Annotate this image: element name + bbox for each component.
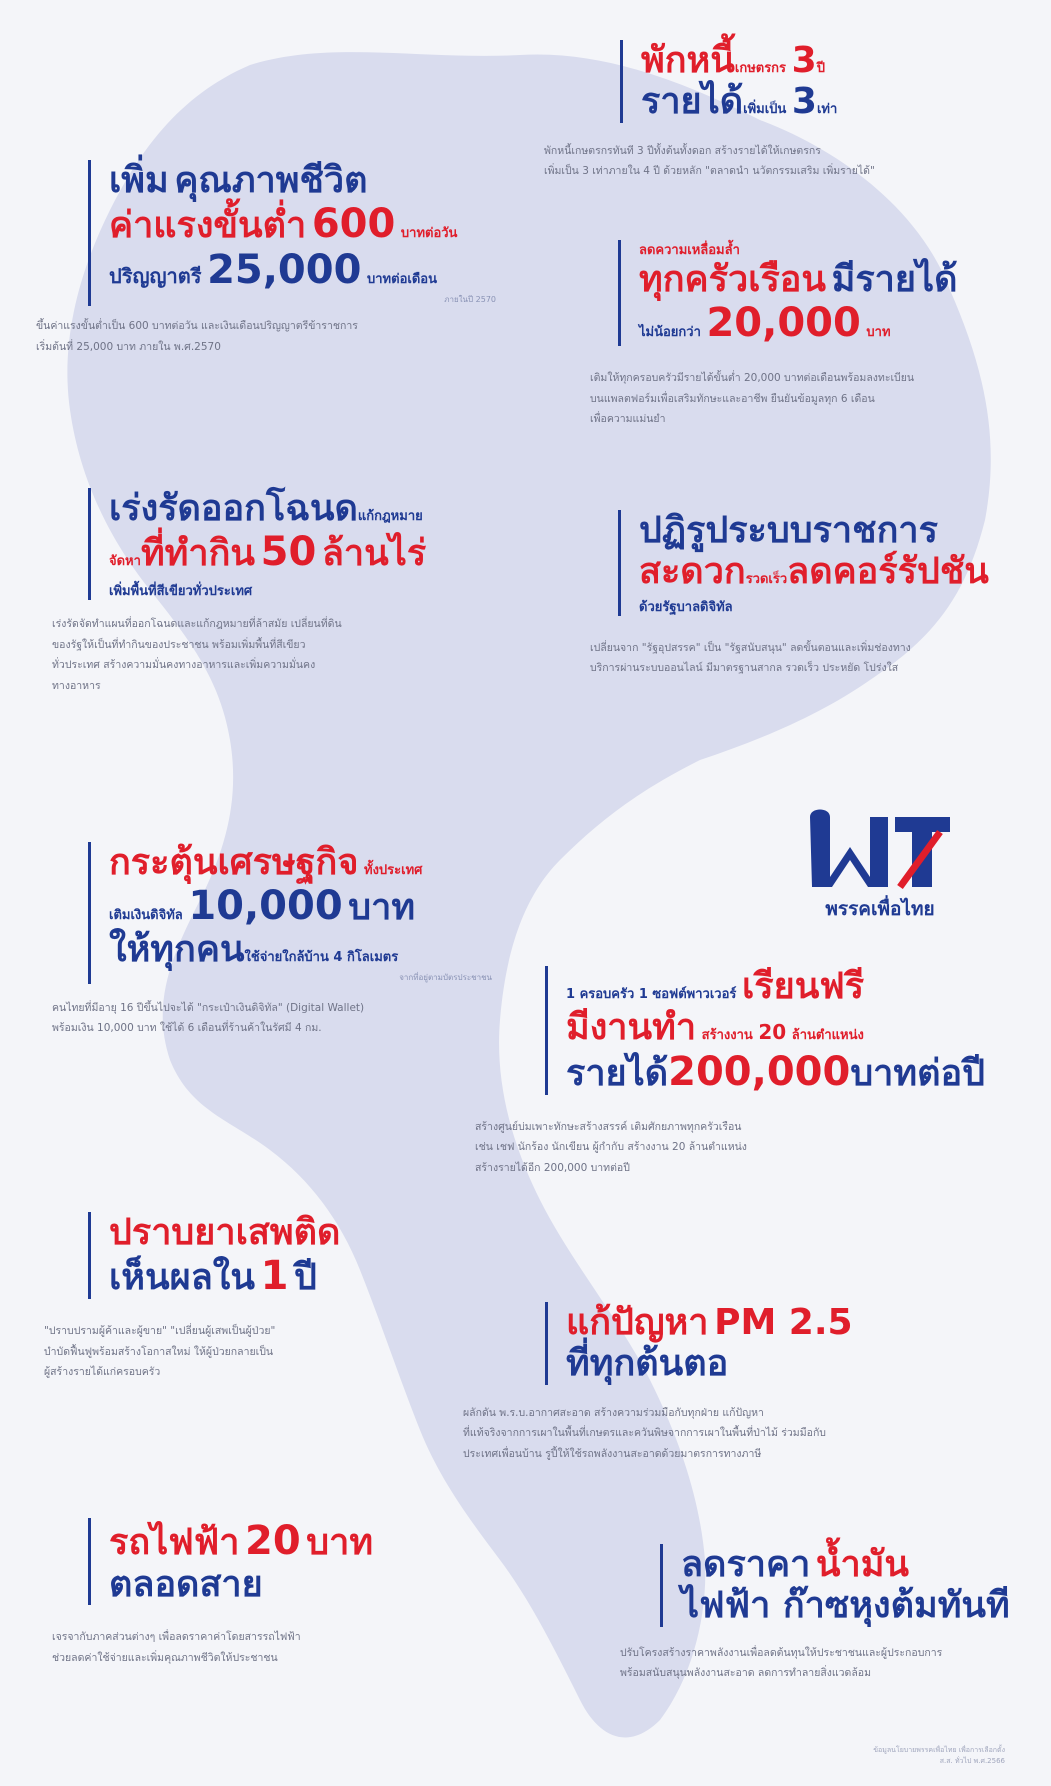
- digital-topup-label: เติมเงินดิจิทัล: [109, 908, 183, 924]
- quality-title-a: เพิ่ม: [109, 160, 169, 201]
- degree-salary-note: ภายในปี 2570: [444, 295, 496, 305]
- quality-heading: [88, 160, 496, 306]
- policy-skytrain-fare: [52, 1518, 452, 1668]
- soft-power-label: 1 ครอบครัว 1 ซอฟต์พาวเวอร์: [566, 987, 737, 1002]
- pm25-heading: [545, 1302, 943, 1385]
- root-cause-label: ที่ทุกต้นตอ: [566, 1343, 729, 1385]
- min-wage-unit: บาทต่อวัน: [400, 226, 458, 242]
- debt-subject: เกษตรกร: [734, 61, 787, 76]
- policy-energy-prices: [620, 1544, 1020, 1684]
- degree-salary-unit: บาทต่อเดือน: [367, 272, 437, 288]
- digital-government-label: ด้วยรัฐบาลดิจิทัล: [639, 599, 733, 615]
- skytrain-label: รถไฟฟ้า: [109, 1522, 240, 1563]
- create-jobs-label: สร้างงาน: [701, 1028, 753, 1044]
- inequality-heading: [618, 240, 1010, 346]
- policy-digital-wallet: [52, 842, 492, 1039]
- land-title: เร่งรัดออกโฉนด: [109, 488, 358, 529]
- income-title: รายได้: [641, 81, 744, 123]
- annual-income-unit: บาทต่อปี: [850, 1052, 985, 1094]
- household-income-number: 20,000: [706, 300, 861, 347]
- wallet-amount: 10,000: [188, 883, 343, 930]
- policy-debt-moratorium: [544, 40, 984, 182]
- reduce-price-label: ลดราคา: [681, 1544, 811, 1585]
- land-farmland-label: ที่ทำกิน: [140, 533, 256, 575]
- drug-years-unit: ปี: [294, 1257, 317, 1299]
- all-lines-label: ตลอดสาย: [109, 1564, 263, 1605]
- fare-unit: บาท: [306, 1522, 374, 1563]
- quality-title-b: คุณภาพชีวิต: [174, 160, 368, 201]
- policy-quality-of-life: [36, 160, 496, 357]
- results-label: เห็นผลใน: [109, 1257, 255, 1299]
- spend-radius-label: ใช้จ่ายใกล้บ้าน 4 กิโลเมตร: [244, 950, 399, 966]
- drug-heading: [88, 1212, 444, 1299]
- fast-label: รวดเร็ว: [745, 572, 788, 588]
- min-wage-number: 600: [311, 201, 396, 248]
- drug-years-number: 1: [260, 1253, 289, 1300]
- footnote: ข้อมูลนโยบายพรรคเพื่อไทย เพื่อการเลือกตั้ง ส.ส. ทั่วไป พ.ศ.2566: [873, 1746, 1005, 1765]
- land-number: 50: [260, 529, 317, 576]
- land-description: เร่งรัดจัดทำแผนที่ออกโฉนดและแก้กฎหมายที่ล้าสมัย เปลี่ยนที่ดิน ของรัฐให้เป็นที่ทำกินของประชาชน พร้อมเพิ่มพื้นที่สีเขียว ทั่วประเทศ สร้างความมั่นคงทางอาหารและเพิ่มความมั่นคง ทางอาหาร: [52, 618, 342, 692]
- stimulus-title: กระตุ้นเศรษฐกิจ: [109, 842, 359, 883]
- land-unit: ล้านไร่: [321, 533, 427, 575]
- pm25-description: ผลักดัน พ.ร.บ.อากาศสะอาด สร้างความร่วมมือกับทุกฝ่าย แก้ปัญหา ที่แท้จริงจากการเผาในพื้นที่เกษตรและควันพิษจากการเผาในพื้นที่ป่าไม้ ร่วมมือกับ ประเทศเพื่อนบ้าน รูปี้ให้ใช้รถพลังงานสะอาดด้วยมาตรการทางภาษี: [463, 1406, 826, 1460]
- household-income-unit: บาท: [866, 325, 891, 341]
- policy-reduce-inequality: [590, 240, 1010, 430]
- party-name: พรรคเพื่อไทย: [825, 898, 935, 920]
- debt-title: พักหนี้: [641, 40, 735, 81]
- wallet-unit: บาท: [348, 887, 416, 929]
- softpower-description: สร้างศูนย์บ่มเพาะทักษะสร้างสรรค์ เติมศักยภาพทุกครัวเรือน เช่น เชฟ นักร้อง นักเขียน ผู้กำกับ สร้างงาน 20 ล้านตำแหน่ง สร้างรายได้อีก 200,000 บาทต่อปี: [475, 1120, 747, 1174]
- jobs-unit: ล้านตำแหน่ง: [791, 1028, 864, 1044]
- policy-bureaucracy-reform: [590, 510, 1010, 679]
- have-income-label: มีรายได้: [831, 258, 958, 300]
- employment-label: มีงานทำ: [566, 1007, 697, 1049]
- stimulus-scope: ทั้งประเทศ: [364, 863, 423, 878]
- energy-description: ปรับโครงสร้างราคาพลังงานเพื่อลดต้นทุนให้ประชาชนและผู้ประกอบการ พร้อมสนับสนุนพลังงานสะอาด ลดการทำลายสิ่งแวดล้อม: [620, 1646, 943, 1680]
- wallet-description: คนไทยที่มีอายุ 16 ปีขึ้นไปจะได้ "กระเป๋าเงินดิจิทัล" (Digital Wallet) พร้อมเงิน 10,000 บาท ใช้ได้ 6 เดือนที่ร้านค้าในรัศมี 4 กม.: [52, 1001, 365, 1035]
- income-subtitle: เพิ่มเป็น: [743, 102, 787, 118]
- bureaucracy-heading: [618, 510, 1010, 616]
- oil-label: น้ำมัน: [815, 1544, 910, 1585]
- pm25-label: PM 2.5: [714, 1302, 853, 1343]
- policy-drug-suppression: [44, 1212, 444, 1383]
- land-law-label: แก้กฎหมาย: [357, 509, 423, 524]
- annual-income-label: รายได้: [566, 1052, 669, 1094]
- policy-pm25: [463, 1302, 943, 1464]
- households-label: ทุกครัวเรือน: [639, 258, 827, 300]
- bureaucracy-description: เปลี่ยนจาก "รัฐอุปสรรค" เป็น "รัฐสนับสนุน" ลดขั้นตอนและเพิ่มช่องทาง บริการผ่านระบบออนไลน์ มีมาตรฐานสากล รวดเร็ว ประหยัด โปร่งใส: [590, 641, 911, 675]
- degree-salary-number: 25,000: [207, 247, 362, 294]
- wallet-heading: [88, 842, 492, 984]
- skytrain-heading: [88, 1518, 452, 1605]
- bureaucracy-title: ปฏิรูประบบราชการ: [639, 510, 938, 551]
- policy-land-deeds: [52, 488, 452, 696]
- quality-description: ขึ้นค่าแรงขั้นต่ำเป็น 600 บาทต่อวัน และเงินเดือนปริญญาตรีข้าราชการ เริ่มต้นที่ 25,000 บาท ภายใน พ.ศ.2570: [36, 320, 358, 353]
- jobs-number: 20: [758, 1020, 787, 1045]
- debt-years-number: 3: [791, 40, 817, 81]
- everyone-label: ให้ทุกคน: [109, 929, 245, 971]
- drug-description: "ปราบปรามผู้ค้าและผู้ขาย" "เปลี่ยนผู้เสพเป็นผู้ป่วย" บำบัดฟื้นฟูพร้อมสร้างโอกาสใหม่ ให้ผู้ป่วยกลายเป็น ผู้สร้างรายได้แก่ครอบครัว: [44, 1325, 276, 1379]
- policy-soft-power: [475, 966, 985, 1178]
- party-logo-mark: [800, 802, 960, 892]
- party-logo: [800, 802, 960, 924]
- pm25-fix-label: แก้ปัญหา: [566, 1302, 709, 1343]
- income-multiplier: 3: [791, 81, 817, 123]
- anti-corruption-label: ลดคอร์รัปชัน: [787, 551, 989, 593]
- wallet-note: จากที่อยู่ตามบัตรประชาชน: [399, 972, 492, 982]
- green-area-label: เพิ่มพื้นที่สีเขียวทั่วประเทศ: [109, 584, 253, 600]
- degree-salary-label: ปริญญาตรี: [109, 264, 202, 289]
- policy-debt-heading: [620, 40, 984, 123]
- inequality-label: ลดความเหลื่อมล้ำ: [639, 243, 740, 258]
- at-least-label: ไม่น้อยกว่า: [639, 325, 701, 341]
- inequality-description: เติมให้ทุกครอบครัวมีรายได้ขั้นต่ำ 20,000 บาทต่อเดือนพร้อมลงทะเบียน บนแพลตฟอร์มเพื่อเสริมทักษะและอาชีพ ยืนยันข้อมูลทุก 6 เดือน เพื่อความแม่นยำ: [590, 372, 915, 426]
- electricity-gas-label: ไฟฟ้า ก๊าซหุงต้มทันที: [681, 1585, 1010, 1627]
- convenient-label: สะดวก: [639, 551, 746, 593]
- fare-number: 20: [245, 1518, 301, 1564]
- energy-heading: [660, 1544, 1020, 1627]
- land-heading: [88, 488, 452, 600]
- debt-years-unit: ปี: [816, 61, 825, 76]
- income-multiplier-unit: เท่า: [816, 102, 838, 118]
- skytrain-description: เจรจากับภาคส่วนต่างๆ เพื่อลดราคาค่าโดยสารรถไฟฟ้า ช่วยลดค่าใช้จ่ายและเพิ่มคุณภาพชีวิตให้ประชาชน: [52, 1631, 301, 1664]
- min-wage-label: ค่าแรงขั้นต่ำ: [109, 205, 307, 247]
- land-provide-label: จัดหา: [109, 554, 141, 570]
- softpower-heading: [545, 966, 985, 1095]
- drug-title: ปราบยาเสพติด: [109, 1212, 341, 1253]
- annual-income-number: 200,000: [668, 1048, 851, 1095]
- debt-description: พักหนี้เกษตรกรทันที 3 ปีทั้งต้นทั้งดอก สร้างรายได้ให้เกษตรกร เพิ่มเป็น 3 เท่าภายใน 4 ปี ด้วยหลัก "ตลาดนำ นวัตกรรมเสริม เพิ่มรายได้": [544, 144, 875, 178]
- free-education-label: เรียนฟรี: [741, 966, 865, 1007]
